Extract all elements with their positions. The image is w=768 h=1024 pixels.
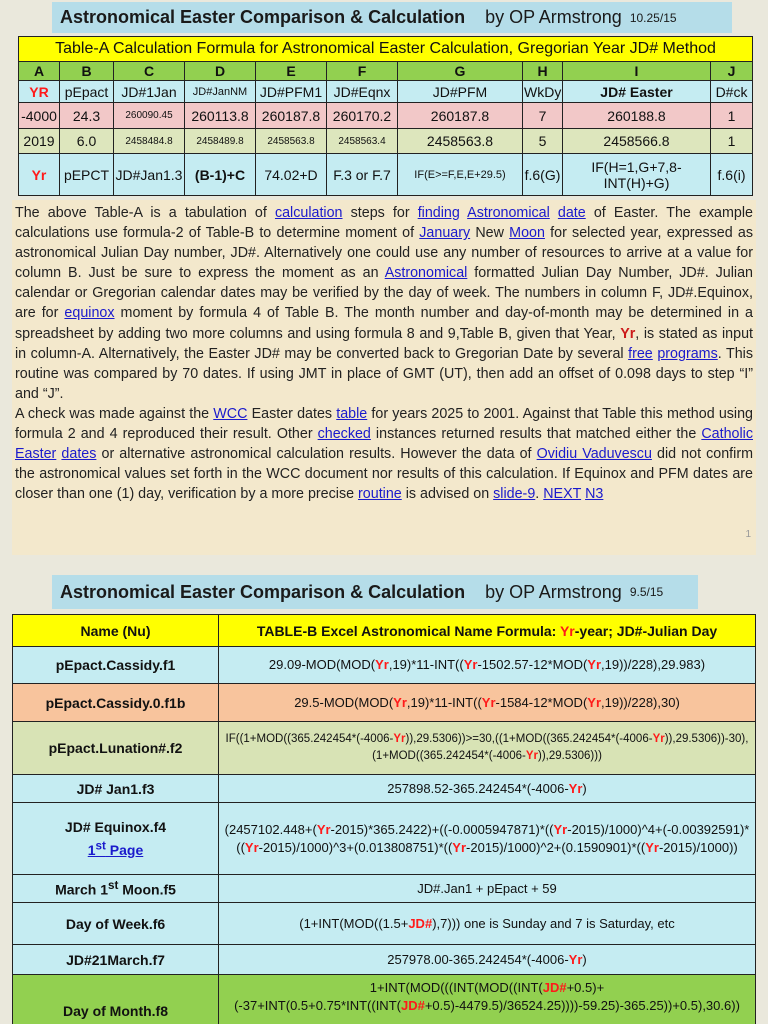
table-cell: 2458484.8: [114, 129, 185, 154]
table-cell: 7: [523, 103, 563, 129]
formula-cell: pEPCT: [60, 154, 114, 196]
link-equinox[interactable]: equinox: [64, 305, 115, 322]
slide-2: [0, 561, 768, 1024]
col-letter: I: [563, 62, 711, 81]
col-header: JD#PFM: [398, 81, 523, 103]
link-slide-9[interactable]: slide-9: [493, 486, 536, 503]
table-b-name-header: Name (Nu): [13, 615, 219, 647]
slide-2-date: 9.5/15: [629, 585, 664, 599]
table-cell: 260188.8: [563, 103, 711, 129]
table-a-caption: Table-A Calculation Formula for Astronomical Easter Calculation, Gregorian Year JD# Method: [19, 37, 753, 62]
table-cell: 1: [711, 103, 753, 129]
formula-name: Day of Week.f6: [13, 903, 219, 945]
table-row: [13, 684, 756, 722]
formula-cell: f.6(i): [711, 154, 753, 196]
link-january[interactable]: January: [419, 225, 471, 242]
table-cell: 260187.8: [398, 103, 523, 129]
table-row: [13, 803, 756, 875]
col-letter: G: [398, 62, 523, 81]
link-checked[interactable]: checked: [317, 426, 371, 443]
col-letter: A: [19, 62, 60, 81]
table-row: [13, 875, 756, 903]
link-catholic[interactable]: Catholic: [701, 426, 753, 443]
slide-2-author: by OP Armstrong: [485, 581, 622, 602]
slide-2-title-bar: [52, 575, 698, 609]
table-row: [13, 647, 756, 684]
formula-cell: Yr: [19, 154, 60, 196]
paragraph-1: The above Table-A is a tabulation of calculation steps for finding Astronomical date of Easter. The example calculations use formula-2 of Table-B to determine moment of January New Moon for selected year, expressed as astronomical Julian Day number, JD#. Alternatively one could use any number of resources to arrive at a value for column B. Just be sure to express the moment as an Astronomical formatted Julian Day Number, JD#. Julian calendar or Gregorian calendar dates may be verified by the day of week. The numbers in column F, JD#.Equinox, are for equinox moment by formula 4 of Table B. The month number and day-of-month may be determined in a spreadsheet by adding two more columns and using formula 8 and 9,Table B, given that Year, Yr, is stated as input in column-A. Alternatively, the Easter JD# may be converted back to Gregorian Date by several free programs. This routine was compared by 70 dates. If using JMT in place of GMT (UT), then add an offset of 0.098 days to step “I” and “J”.: [15, 205, 754, 402]
col-letter: H: [523, 62, 563, 81]
table-cell: 6.0: [60, 129, 114, 154]
link-free[interactable]: free: [628, 345, 653, 362]
table-cell: 2458489.8: [185, 129, 256, 154]
link-wcc[interactable]: WCC: [213, 405, 248, 422]
formula-text: JD#.Jan1 + pEpact + 59: [219, 875, 756, 903]
link-astronomical-2[interactable]: Astronomical: [384, 265, 468, 282]
link-programs[interactable]: programs: [657, 345, 718, 362]
link-astronomical[interactable]: Astronomical: [467, 205, 550, 221]
table-cell: 260113.8: [185, 103, 256, 129]
col-letter: D: [185, 62, 256, 81]
col-header: WkDy: [523, 81, 563, 103]
link-dates[interactable]: dates: [61, 446, 97, 463]
col-header: JD# Easter: [563, 81, 711, 103]
col-letter: B: [60, 62, 114, 81]
col-letter: C: [114, 62, 185, 81]
link-ovidiu-vaduvescu[interactable]: Ovidiu Vaduvescu: [536, 446, 652, 463]
formula-text: 257898.52-365.242454*(-4006-Yr): [219, 775, 756, 803]
table-row: [13, 903, 756, 945]
table-row: [13, 722, 756, 775]
slide-1-author: by OP Armstrong: [485, 7, 622, 27]
slide-1-title: Astronomical Easter Comparison & Calculation: [60, 7, 466, 27]
col-header: YR: [19, 81, 60, 103]
formula-cell: F.3 or F.7: [327, 154, 398, 196]
table-cell: -4000: [19, 103, 60, 129]
table-cell: 260090.45: [114, 103, 185, 129]
table-cell: 5: [523, 129, 563, 154]
table-cell: 2458566.8: [563, 129, 711, 154]
col-header: JD#JanNM: [185, 81, 256, 103]
table-a: [18, 36, 753, 196]
col-header: D#ck: [711, 81, 753, 103]
link-moon[interactable]: Moon: [509, 225, 545, 242]
formula-cell: JD#Jan1.3: [114, 154, 185, 196]
col-header: JD#1Jan: [114, 81, 185, 103]
table-b-header-row: [13, 615, 756, 647]
table-row: [19, 129, 753, 154]
table-a-header-row: [19, 81, 753, 103]
table-cell: 2019: [19, 129, 60, 154]
table-cell: 260187.8: [256, 103, 327, 129]
formula-cell: IF(E>=F,E,E+29.5): [398, 154, 523, 196]
slide-1-title-bar: [52, 2, 732, 33]
col-letter: F: [327, 62, 398, 81]
formula-cell: IF(H=1,G+7,8-INT(H)+G): [563, 154, 711, 196]
table-a-formula-row: [19, 154, 753, 196]
col-letter: E: [256, 62, 327, 81]
table-a-letter-row: [19, 62, 753, 81]
formula-name: JD# Equinox.f4 1st Page: [13, 803, 219, 875]
yr-variable: Yr: [620, 325, 636, 342]
formula-text: (2457102.448+(Yr-2015)*365.2422)+((-0.0005947871)*((Yr-2015)/1000)^4+(-0.00392591)*((Yr-2015)/1000)^3+(0.013808751)*((Yr-2015)/1000)^2+(0.1590901)*((Yr-2015)/1000)): [219, 803, 756, 875]
table-b: [12, 614, 756, 1024]
link-routine[interactable]: routine: [358, 486, 402, 503]
col-header: JD#PFM1: [256, 81, 327, 103]
description-text: [12, 200, 756, 555]
col-header: JD#Eqnx: [327, 81, 398, 103]
table-cell: 24.3: [60, 103, 114, 129]
formula-name: pEpact.Cassidy.0.f1b: [13, 684, 219, 722]
formula-name: Day of Month.f8: [13, 975, 219, 1024]
link-easter[interactable]: Easter: [15, 446, 57, 463]
table-cell: 2458563.8: [398, 129, 523, 154]
col-header: pEpact: [60, 81, 114, 103]
formula-name: pEpact.Lunation#.f2: [13, 722, 219, 775]
formula-name: JD# Jan1.f3: [13, 775, 219, 803]
formula-text: 1+INT(MOD(((INT(MOD((INT(JD#+0.5)+(-37+INT(0.5+0.75*INT((INT(JD#+0.5)-4479.5)/36524.25))))-59.25)-365.25))+0.5),30.6)): [219, 975, 756, 1024]
link-date[interactable]: date: [557, 205, 586, 221]
link-n3[interactable]: N3: [585, 486, 604, 503]
link-table[interactable]: table: [336, 405, 368, 422]
formula-text: 29.5-MOD(MOD(Yr,19)*11-INT((Yr-1584-12*MOD(Yr,19))/228),30): [219, 684, 756, 722]
paragraph-2: A check was made against the WCC Easter dates table for years 2025 to 2001. Against that Table this method using formula 2 and 4 reproduced their result. Other checked instances returned results that matched either the Catholic Easter dates or alternative astronomical calculation results. However the data of Ovidiu Vaduvescu did not confirm the astronomical values set forth in the WCC document nor results of this calculation. If Equinox and PFM dates are closer than one (1) day, verification by a more precise routine is advised on slide-9. NEXT N3: [15, 405, 753, 503]
slide-1-date: 10.25/15: [629, 10, 677, 25]
formula-cell: f.6(G): [523, 154, 563, 196]
table-row: [13, 945, 756, 975]
table-cell: 260170.2: [327, 103, 398, 129]
formula-cell: (B-1)+C: [185, 154, 256, 196]
formula-cell: 74.02+D: [256, 154, 327, 196]
link-finding[interactable]: finding: [417, 205, 460, 221]
table-cell: 2458563.4: [327, 129, 398, 154]
table-cell: 1: [711, 129, 753, 154]
formula-text: 29.09-MOD(MOD(Yr,19)*11-INT((Yr-1502.57-12*MOD(Yr,19))/228),29.983): [219, 647, 756, 684]
col-letter: J: [711, 62, 753, 81]
table-row: [13, 975, 756, 1024]
table-row: [13, 775, 756, 803]
formula-name: pEpact.Cassidy.f1: [13, 647, 219, 684]
formula-name: JD#21March.f7: [13, 945, 219, 975]
table-row: [19, 103, 753, 129]
slide-2-title: Astronomical Easter Comparison & Calculation: [60, 581, 466, 602]
link-first-page[interactable]: 1st Page: [87, 839, 144, 859]
formula-text: 257978.00-365.242454*(-4006-Yr): [219, 945, 756, 975]
formula-text: (1+INT(MOD((1.5+JD#),7))) one is Sunday and 7 is Saturday, etc: [219, 903, 756, 945]
formula-name: March 1st Moon.f5: [13, 875, 219, 903]
slide-number: 1: [745, 528, 751, 540]
table-cell: 2458563.8: [256, 129, 327, 154]
table-b-formula-header: TABLE-B Excel Astronomical Name Formula: Yr-year; JD#-Julian Day: [219, 615, 756, 647]
formula-text: IF((1+MOD((365.242454*(-4006-Yr)),29.5306))>=30,((1+MOD((365.242454*(-4006-Yr)),29.5306))-30),(1+MOD((365.242454*(-4006-Yr)),29.5306))): [219, 722, 756, 775]
link-next[interactable]: NEXT: [543, 486, 582, 503]
link-calculation[interactable]: calculation: [274, 205, 343, 221]
